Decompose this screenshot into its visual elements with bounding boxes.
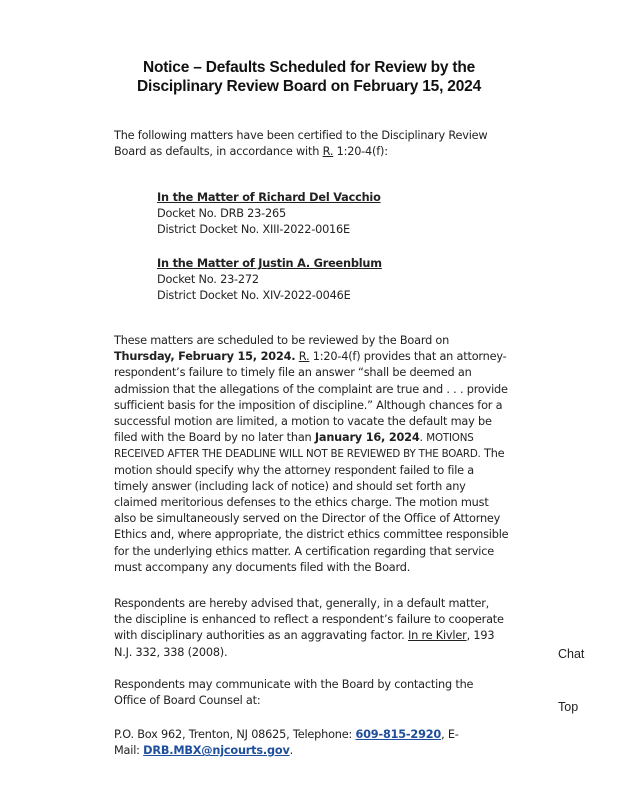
matter-docket: Docket No. DRB 23-265 [157,207,286,221]
matter-entry [157,256,382,305]
case-citation: In re Kivler [407,629,467,643]
matter-entry [157,190,381,239]
contact-intro-paragraph [114,677,484,709]
contact-paragraph [114,727,484,759]
matter-district-docket: District Docket No. XIV-2022-0046E [157,289,351,303]
phone-link[interactable]: 609-815-2920 [355,728,442,741]
matter-name: In the Matter of Justin A. Greenblum [157,257,382,270]
title-line-1: Notice – Defaults Scheduled for Review by the [142,59,476,76]
para1-text-1: These matters are scheduled to be reviewed by the Board on [114,334,450,347]
para1-text-4: The motion should specify why the attorney respondent failed to file a timely answer (including lack of notice) and should set forth any claimed meritorious defenses to the ethics charge. The motion must also be simultaneously served on the Director of the Office of Attorney Ethics and, where appropriate, the district ethics committee responsible for the underlying ethics matter. A certification regarding that service must accompany any documents filed with the Board. [114,447,509,574]
intro-text: The following matters have been certified to the Disciplinary Review Board as defaults, in accordance with [114,129,488,159]
para2-text-2: , 193 N.J. 332, 338 (2008). [114,629,495,659]
intro-paragraph [114,128,509,160]
matter-district-docket: District Docket No. XIII-2022-0016E [157,223,350,237]
contact-end: . [289,744,294,758]
para3-text: Respondents may communicate with the Board by contacting the Office of Board Counsel at: [114,678,474,708]
rule-citation: R. [322,145,334,159]
para1-text-2: 1:20-4(f) provides that an attorney-respondent’s failure to timely file an answer “shall be deemed an admission that the allegations of the complaint are true and . . . provide sufficient basis for the imposition of discipline.” Although chances for a successful motion are limited, a motion to vacate the default may be filed with the Board by no later than [114,350,508,445]
rule-citation: R. [298,350,310,364]
advisory-paragraph [114,596,509,661]
title-line-2: Disciplinary Review Board on February 15, 2024 [136,78,481,95]
para1-text-3: . [419,431,427,445]
chat-button[interactable]: Chat [558,647,585,661]
contact-address: P.O. Box 962, Trenton, NJ 08625, Telephone: [114,728,356,741]
back-to-top-button[interactable]: Top [558,700,579,714]
matter-docket: Docket No. 23-272 [157,273,259,287]
review-date: Thursday, February 15, 2024. [114,350,296,364]
contact-email-label: , E-Mail: [114,728,459,758]
deadline-warning: MOTIONS RECEIVED AFTER THE DEADLINE WILL NOT BE REVIEWED BY THE BOARD. [114,432,481,461]
email-link[interactable]: DRB.MBX@njcourts.gov [143,744,290,758]
motion-deadline: January 16, 2024 [314,431,420,445]
schedule-paragraph [114,333,509,576]
rule-number: 1:20-4(f): [333,145,388,159]
para2-text-1: Respondents are hereby advised that, generally, in a default matter, the discipline is enhanced to reflect a respondent’s failure to cooperate with disciplinary authorities as an aggravating factor. [114,597,504,643]
page-title [0,58,618,96]
matter-name: In the Matter of Richard Del Vacchio [157,191,381,204]
